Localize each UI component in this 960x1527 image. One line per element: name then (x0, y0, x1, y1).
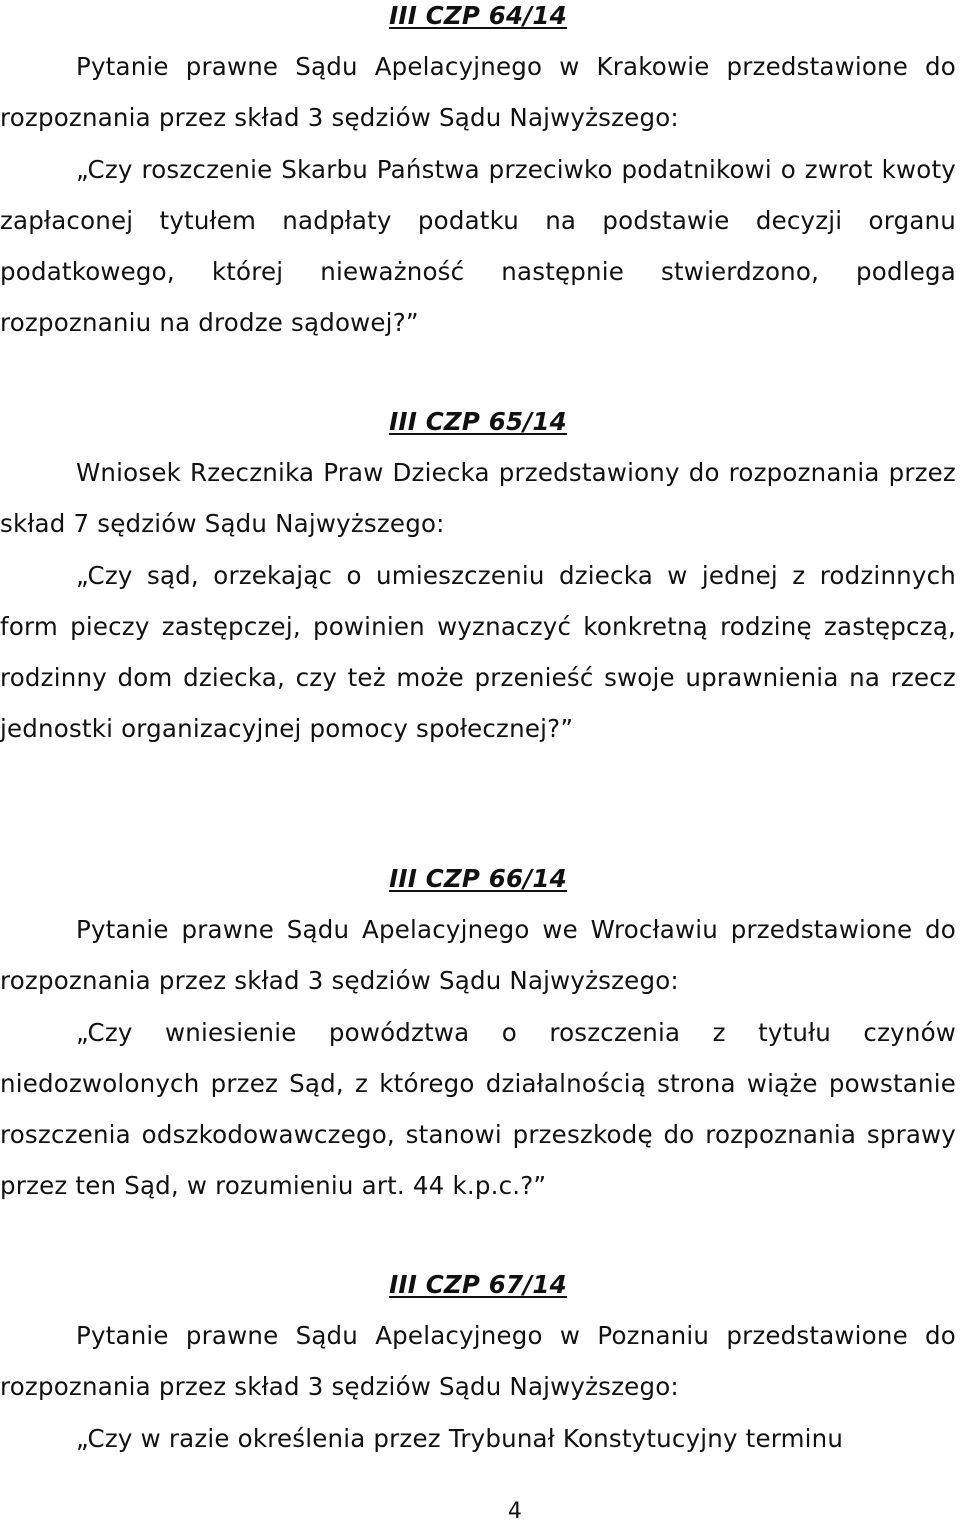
case-intro: Pytanie prawne Sądu Apelacyjnego w Poznaniu przedstawione do rozpoznania przez skład 3 sędziów Sądu Najwyższego: (0, 1321, 956, 1402)
case-intro: Pytanie prawne Sądu Apelacyjnego w Krakowie przedstawione do rozpoznania przez skład 3 sędziów Sądu Najwyższego: (0, 52, 956, 133)
case-intro: Wniosek Rzecznika Praw Dziecka przedstawiony do rozpoznania przez skład 7 sędziów Sądu Najwyższego: (0, 458, 956, 539)
case-section-66 (0, 853, 956, 1211)
case-title: III CZP 64/14 (389, 1, 567, 30)
case-question: „Czy roszczenie Skarbu Państwa przeciwko podatnikowi o zwrot kwoty zapłaconej tytułem nadpłaty podatku na podstawie decyzji organu podatkowego, której nieważność następnie stwierdzono, podlega rozpoznaniu na drodze sądowej?” (0, 154, 956, 338)
case-section-64 (0, 0, 956, 348)
case-section-67 (0, 1259, 956, 1464)
case-title: III CZP 66/14 (389, 864, 567, 893)
case-question: „Czy w razie określenia przez Trybunał Konstytucyjny terminu (76, 1423, 844, 1453)
case-intro: Pytanie prawne Sądu Apelacyjnego we Wrocławiu przedstawione do rozpoznania przez skład 3 sędziów Sądu Najwyższego: (0, 915, 956, 996)
case-section-65 (0, 396, 956, 754)
page-number: 4 (507, 1499, 523, 1524)
case-title: III CZP 67/14 (389, 1270, 567, 1299)
case-title: III CZP 65/14 (389, 407, 567, 436)
case-question: „Czy wniesienie powództwa o roszczenia z tytułu czynów niedozwolonych przez Sąd, z którego działalnością strona wiąże powstanie roszczenia odszkodowawczego, stanowi przeszkodę do rozpoznania sprawy przez ten Sąd, w rozumieniu art. 44 k.p.c.?” (0, 1017, 956, 1201)
case-question: „Czy sąd, orzekając o umieszczeniu dziecka w jednej z rodzinnych form pieczy zastępczej, powinien wyznaczyć konkretną rodzinę zastępczą, rodzinny dom dziecka, czy też może przenieść swoje uprawnienia na rzecz jednostki organizacyjnej pomocy społecznej?” (0, 560, 956, 744)
